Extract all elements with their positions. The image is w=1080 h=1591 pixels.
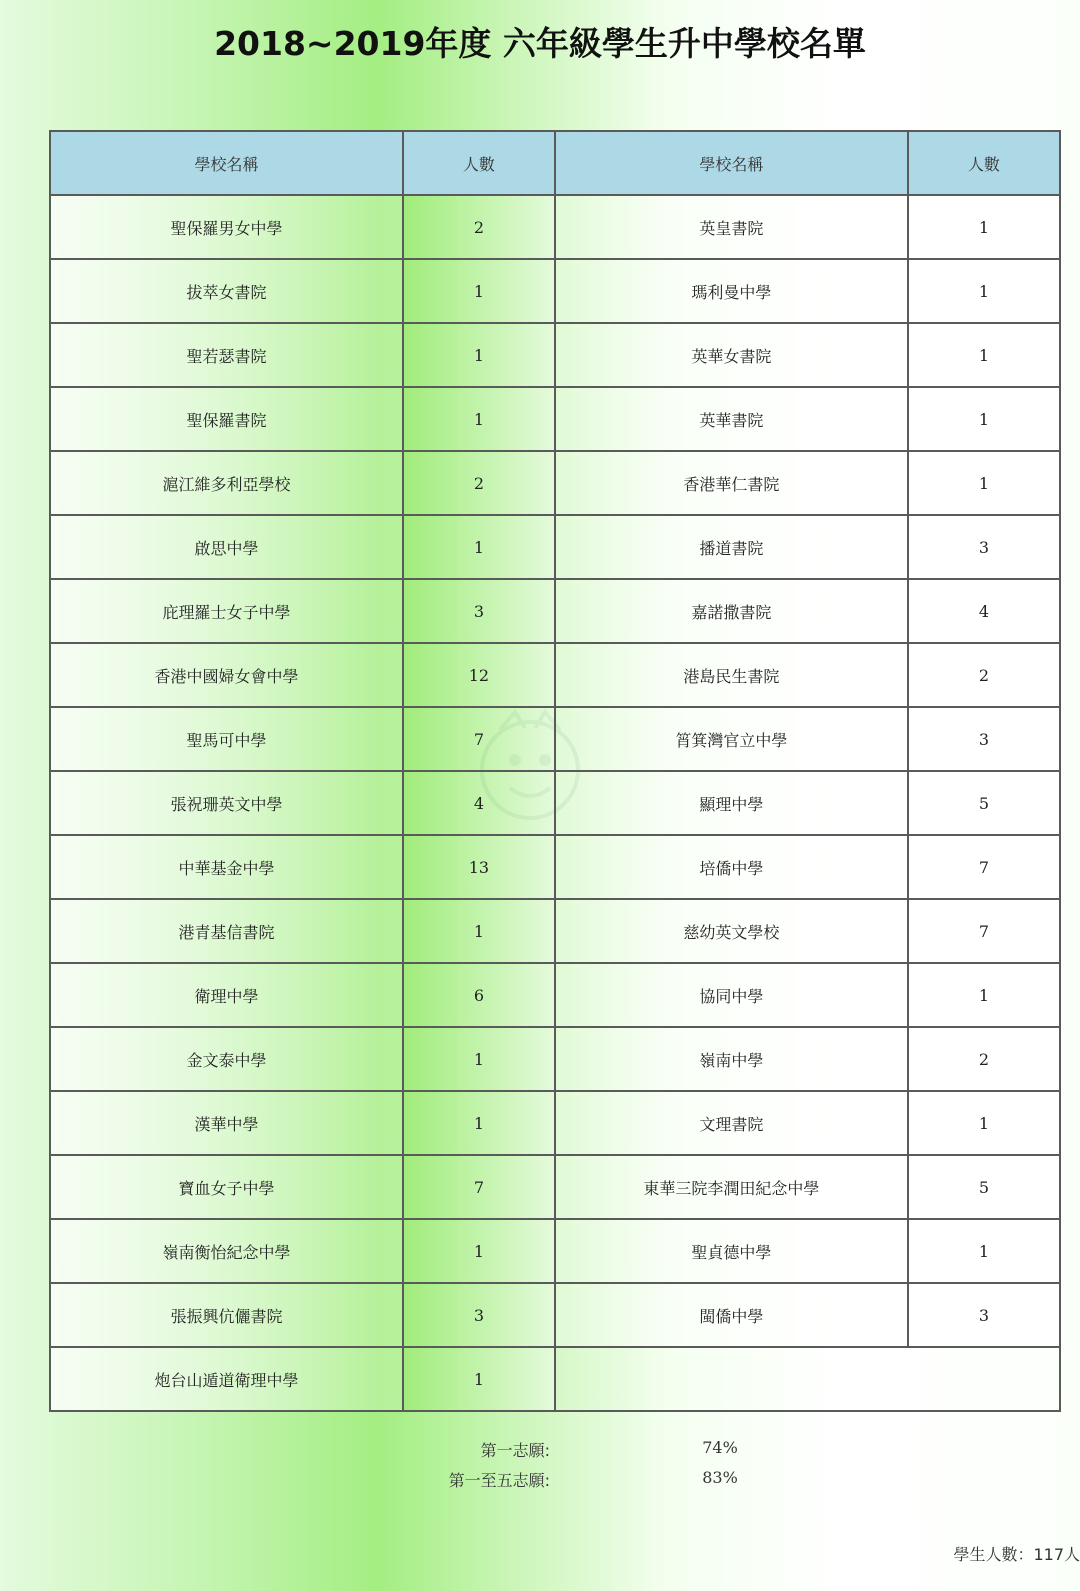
student-count: 7: [908, 899, 1060, 963]
school-name: 嶺南中學: [555, 1027, 908, 1091]
student-count: 5: [908, 771, 1060, 835]
table-row: [50, 963, 1060, 1027]
student-count: 5: [908, 1155, 1060, 1219]
student-count: 1: [908, 451, 1060, 515]
school-name: 張振興伉儷書院: [50, 1283, 403, 1347]
student-count: 1: [403, 387, 555, 451]
student-count: 1: [403, 515, 555, 579]
student-count: 7: [403, 1155, 555, 1219]
school-name: 聖貞德中學: [555, 1219, 908, 1283]
school-name: 張祝珊英文中學: [50, 771, 403, 835]
school-name: 顯理中學: [555, 771, 908, 835]
first-choice-row: [0, 1438, 1080, 1466]
student-count: 13: [403, 835, 555, 899]
table-row: [50, 1219, 1060, 1283]
school-name: 閩僑中學: [555, 1283, 908, 1347]
first-choice-label: 第一志願:: [480, 1441, 550, 1460]
school-name: 英華女書院: [555, 323, 908, 387]
school-name: 漢華中學: [50, 1091, 403, 1155]
school-name: 拔萃女書院: [50, 259, 403, 323]
school-name: 文理書院: [555, 1091, 908, 1155]
student-count: 1: [403, 1091, 555, 1155]
school-name: 衛理中學: [50, 963, 403, 1027]
school-name: 炮台山遁道衛理中學: [50, 1347, 403, 1411]
top-five-value: 83%: [702, 1468, 738, 1487]
student-count: 4: [403, 771, 555, 835]
school-name: 慈幼英文學校: [555, 899, 908, 963]
table-row: [50, 899, 1060, 963]
school-name: 嶺南衡怡紀念中學: [50, 1219, 403, 1283]
table-row: [50, 835, 1060, 899]
table-row: [50, 1347, 1060, 1411]
school-name: 英皇書院: [555, 195, 908, 259]
school-name: 聖若瑟書院: [50, 323, 403, 387]
student-count: 1: [908, 1219, 1060, 1283]
table-row: [50, 323, 1060, 387]
table-row: [50, 579, 1060, 643]
school-name: 瑪利曼中學: [555, 259, 908, 323]
student-count: 2: [908, 1027, 1060, 1091]
table-row: [50, 771, 1060, 835]
student-count: 2: [908, 643, 1060, 707]
student-count: 2: [403, 195, 555, 259]
student-count: 1: [403, 899, 555, 963]
student-count: 3: [908, 515, 1060, 579]
page-title: 2018~2019年度 六年級學生升中學校名單: [214, 24, 866, 63]
table-row: [50, 515, 1060, 579]
student-count: 1: [403, 1347, 555, 1411]
student-count: 7: [403, 707, 555, 771]
student-count: 6: [403, 963, 555, 1027]
school-name: 播道書院: [555, 515, 908, 579]
table-row: [50, 195, 1060, 259]
student-count: 1: [403, 259, 555, 323]
schools-table: [49, 130, 1061, 1412]
header-count: 人數: [403, 131, 555, 195]
school-name: 啟思中學: [50, 515, 403, 579]
table-row: [50, 259, 1060, 323]
student-count: 3: [908, 1283, 1060, 1347]
school-name: 寶血女子中學: [50, 1155, 403, 1219]
school-name: 協同中學: [555, 963, 908, 1027]
first-choice-value: 74%: [702, 1438, 738, 1457]
student-count: 4: [908, 579, 1060, 643]
school-name: 英華書院: [555, 387, 908, 451]
student-count: 1: [908, 1091, 1060, 1155]
school-name: 嘉諾撒書院: [555, 579, 908, 643]
student-count: 1: [908, 323, 1060, 387]
school-name: 聖保羅男女中學: [50, 195, 403, 259]
header-count: 人數: [908, 131, 1060, 195]
table-row: [50, 387, 1060, 451]
table-row: [50, 1283, 1060, 1347]
header-school-name: 學校名稱: [50, 131, 403, 195]
student-count: 12: [403, 643, 555, 707]
student-count: 3: [403, 579, 555, 643]
table-row: [50, 451, 1060, 515]
school-name: 筲箕灣官立中學: [555, 707, 908, 771]
school-name: 東華三院李潤田紀念中學: [555, 1155, 908, 1219]
school-name: 港青基信書院: [50, 899, 403, 963]
school-name: 中華基金中學: [50, 835, 403, 899]
header-school-name: 學校名稱: [555, 131, 908, 195]
top-five-row: [0, 1468, 1080, 1496]
table-row: [50, 1091, 1060, 1155]
school-name: 香港華仁書院: [555, 451, 908, 515]
school-name: 庇理羅士女子中學: [50, 579, 403, 643]
table-row: [50, 1027, 1060, 1091]
table-row: [50, 707, 1060, 771]
student-count: 7: [908, 835, 1060, 899]
top-five-label: 第一至五志願:: [448, 1471, 550, 1490]
school-name: 香港中國婦女會中學: [50, 643, 403, 707]
student-count: 3: [908, 707, 1060, 771]
table-row: [50, 1155, 1060, 1219]
school-name: 滬江維多利亞學校: [50, 451, 403, 515]
student-count: 1: [908, 195, 1060, 259]
student-count: 2: [403, 451, 555, 515]
school-name: 港島民生書院: [555, 643, 908, 707]
school-name: 聖保羅書院: [50, 387, 403, 451]
table-row: [50, 643, 1060, 707]
student-count: 1: [908, 963, 1060, 1027]
school-name: 聖馬可中學: [50, 707, 403, 771]
student-count: 1: [403, 1219, 555, 1283]
student-count: 1: [403, 323, 555, 387]
student-count: 1: [908, 259, 1060, 323]
empty-cell: [555, 1347, 1060, 1411]
school-name: 金文泰中學: [50, 1027, 403, 1091]
table-header-row: [50, 131, 1060, 195]
school-name: 培僑中學: [555, 835, 908, 899]
total-students: 學生人數：117人: [953, 1545, 1080, 1564]
student-count: 1: [403, 1027, 555, 1091]
student-count: 1: [908, 387, 1060, 451]
student-count: 3: [403, 1283, 555, 1347]
